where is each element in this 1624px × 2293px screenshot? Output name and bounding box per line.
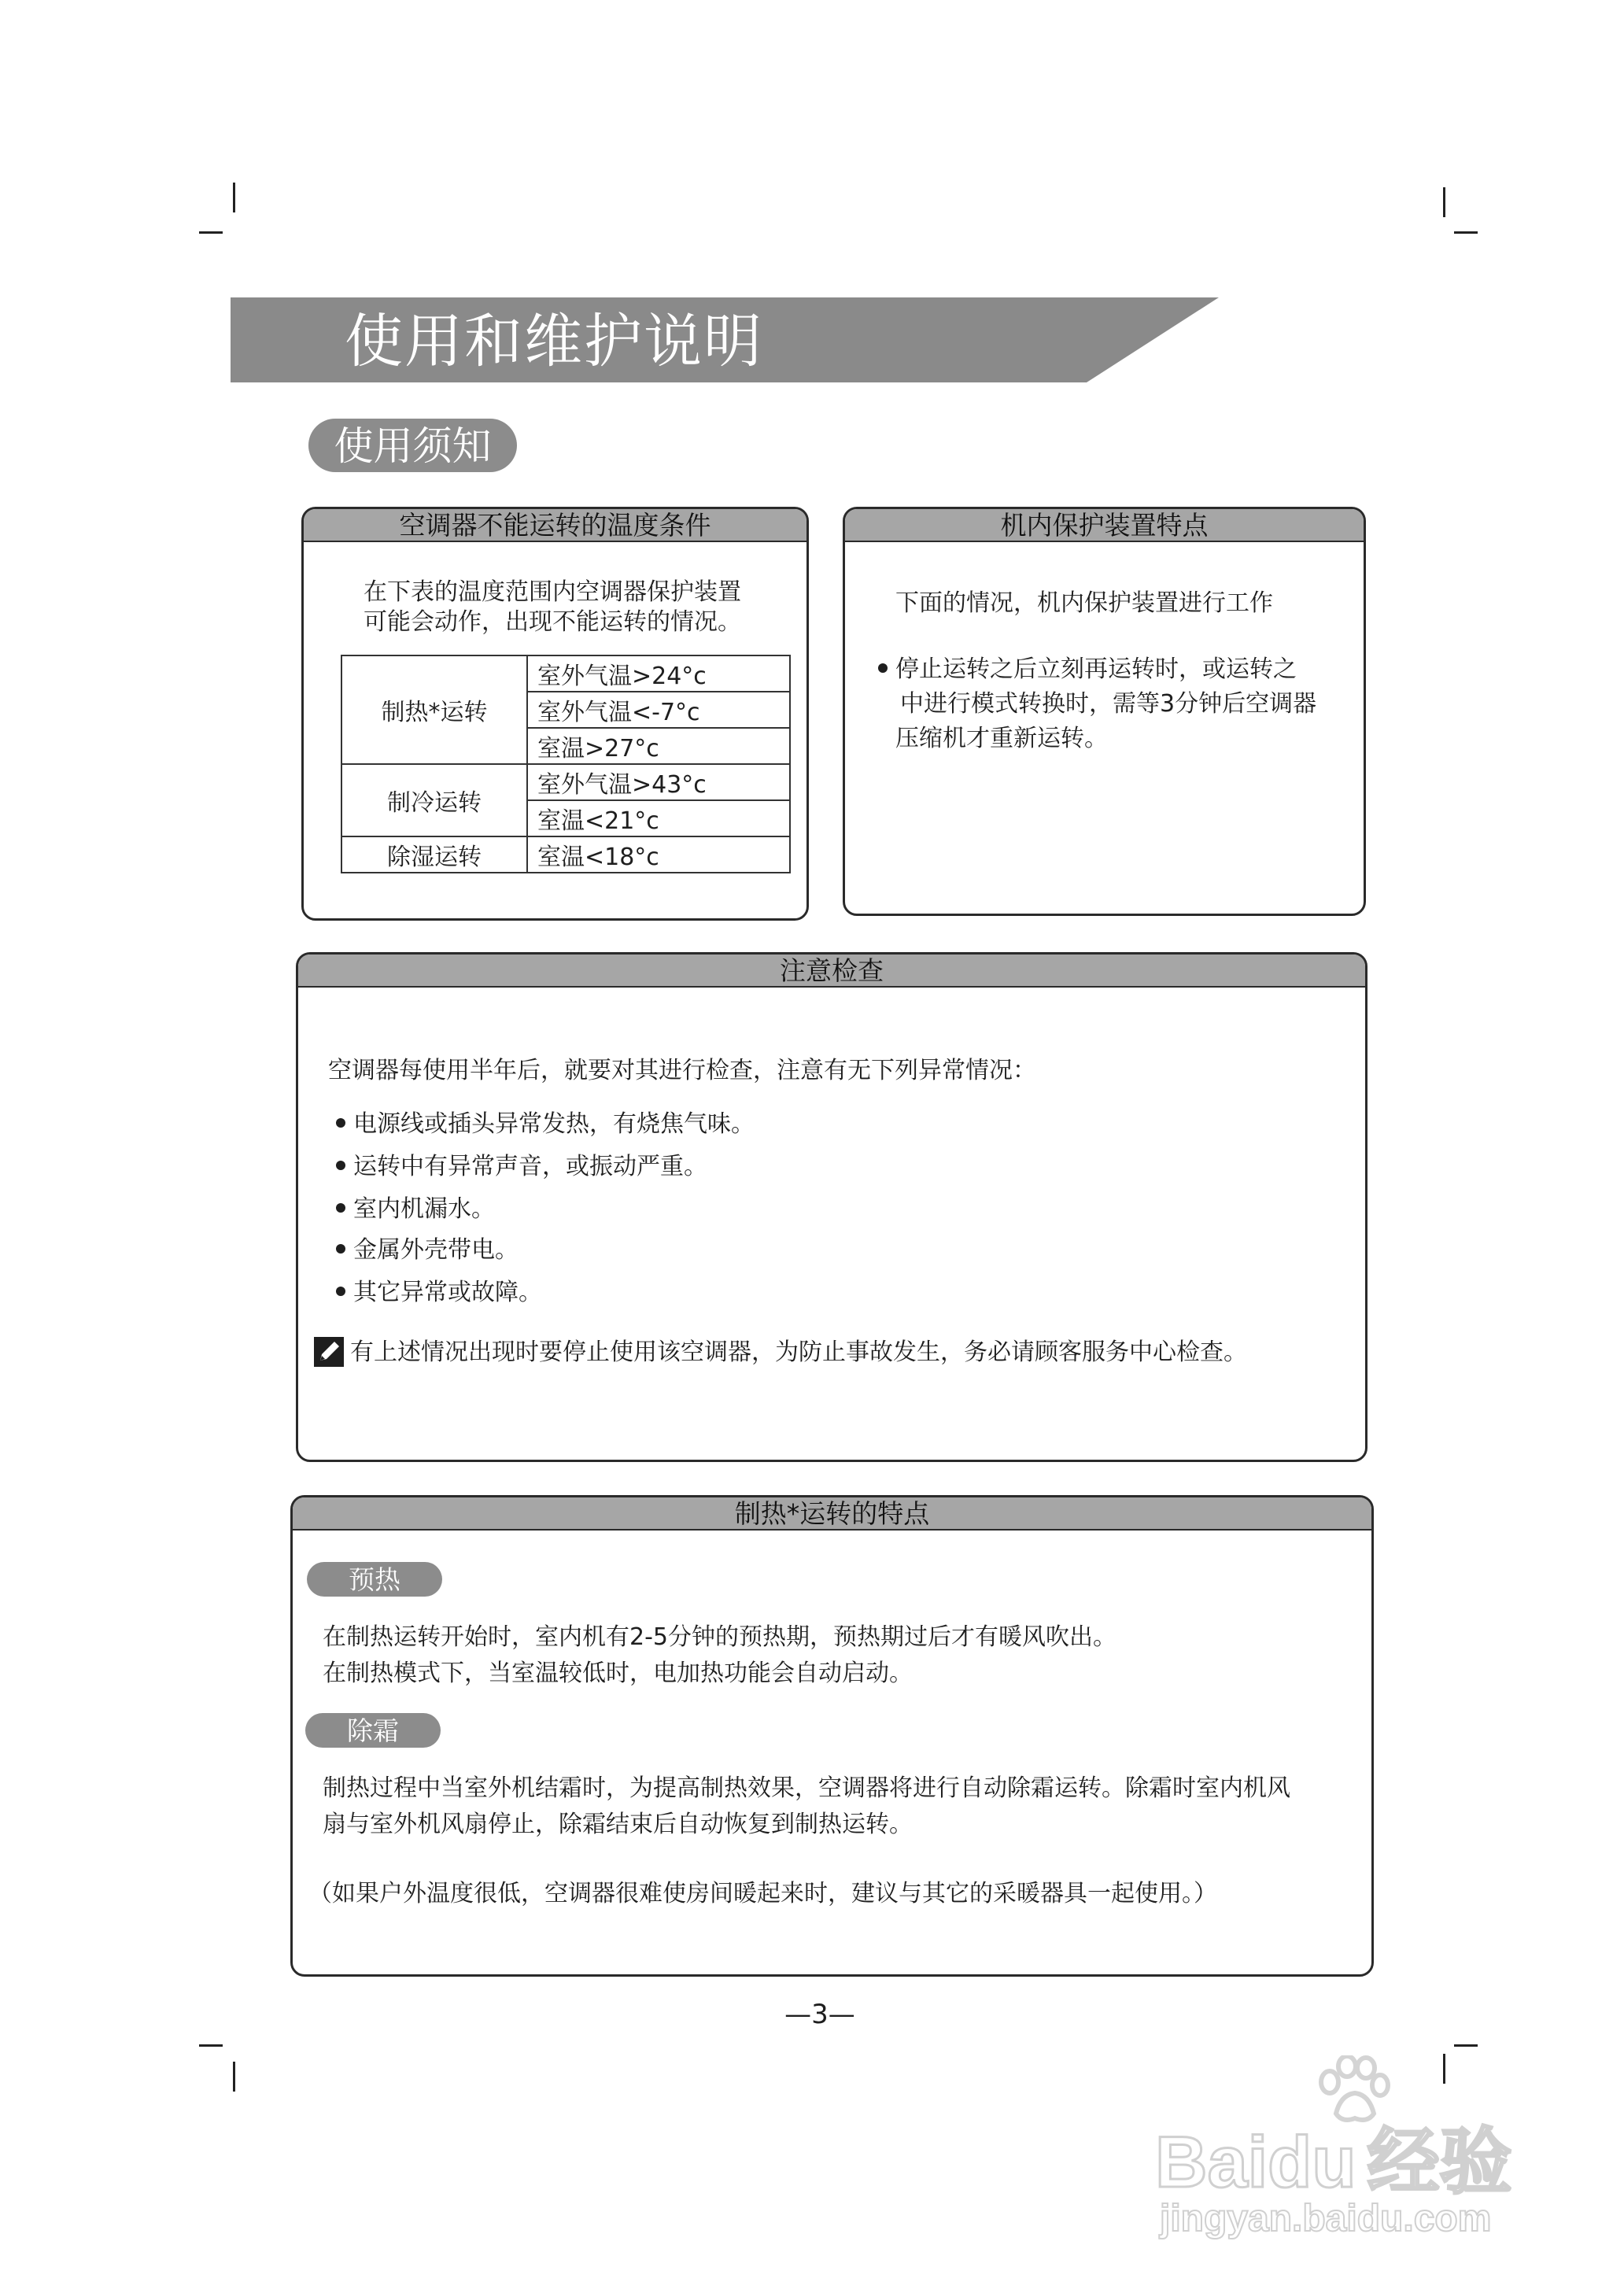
list-item-text: 运转中有异常声音，或振动严重。 [353,1153,707,1180]
crop-mark [1443,187,1445,217]
list-item-text: 其它异常或故障。 [353,1279,542,1306]
condition-cell: 室温<18°c [527,836,790,873]
preheat-label: 预热 [307,1562,442,1597]
page-number: —3— [784,1999,855,2030]
page-title: 使用和维护说明 [345,308,763,375]
note-text: 有上述情况出现时要停止使用该空调器，为防止事故发生，务必请顾客服务中心检查。 [350,1339,1247,1366]
heating-features-box [290,1495,1374,1977]
bullet-dot [336,1161,345,1170]
bullet-dot [336,1287,345,1296]
box-header: 注意检查 [298,954,1365,988]
intro-line: 可能会动作，出现不能运转的情况。 [364,608,741,636]
crop-mark [199,231,223,234]
table-row [341,655,790,692]
watermark-url: jingyan.baidu.com [1160,2198,1492,2239]
crop-mark [199,2044,223,2047]
list-item-text: 金属外壳带电。 [353,1236,519,1264]
crop-mark [1454,2044,1478,2047]
list-item-text: 室内机漏水。 [353,1195,495,1223]
remark-text: （如果户外温度很低，空调器很难使房间暖起来时，建议与其它的采暖器具一起使用。） [308,1880,1217,1907]
note-pencil-icon [314,1337,344,1367]
temperature-table [341,655,791,873]
baidu-watermark [1155,2054,1548,2251]
bullet-dot [336,1203,345,1213]
protection-features-box [843,507,1366,916]
temperature-conditions-box [301,507,809,921]
list-item [336,1236,519,1265]
crop-mark [233,2062,235,2092]
section-label: 使用须知 [308,419,517,472]
condition-cell: 室外气温>43°c [527,764,790,800]
mode-cell: 制热*运转 [341,655,527,764]
defrost-line: 扇与室外机风扇停止，除霜结束后自动恢复到制热运转。 [323,1811,913,1838]
watermark-brand-name: Baidu [1155,2122,1356,2203]
bullet-continuation: 压缩机才重新运转。 [895,725,1108,752]
box-header: 制热*运转的特点 [293,1497,1371,1531]
mode-cell: 除湿运转 [341,836,527,873]
crop-mark [233,183,235,212]
bullet-dot [336,1118,345,1128]
bullet-dot [336,1244,345,1254]
mode-cell: 制冷运转 [341,764,527,836]
bullet-item [878,655,1297,684]
defrost-line: 制热过程中当室外机结霜时，为提高制热效果，空调器将进行自动除霜运转。除霜时室内机风 [323,1774,1290,1802]
list-item [336,1279,542,1307]
box-header: 空调器不能运转的温度条件 [304,509,806,542]
list-item-text: 电源线或插头异常发热，有烧焦气味。 [353,1110,755,1138]
list-item [336,1110,755,1139]
defrost-label: 除霜 [305,1713,441,1748]
intro-line: 空调器每使用半年后，就要对其进行检查，注意有无下列异常情况： [328,1057,1036,1084]
box-header: 机内保护装置特点 [845,509,1364,542]
watermark-brand [1155,2104,1512,2208]
condition-cell: 室温>27°c [527,728,790,764]
watermark-product: 经验 [1367,2122,1512,2203]
preheat-line: 在制热运转开始时，室内机有2-5分钟的预热期，预热期过后才有暖风吹出。 [323,1623,1116,1651]
bullet-dot [878,663,888,673]
table-row [341,836,790,873]
bullet-text: 停止运转之后立刻再运转时，或运转之 [895,655,1297,683]
bullet-continuation: 中进行模式转换时，需等3分钟后空调器 [900,690,1317,718]
intro-line: 在下表的温度范围内空调器保护装置 [364,578,741,606]
condition-cell: 室外气温>24°c [527,655,790,692]
list-item [336,1195,495,1224]
condition-cell: 室温<21°c [527,800,790,836]
table-row [341,764,790,800]
preheat-line: 在制热模式下，当室温较低时，电加热功能会自动启动。 [323,1660,913,1687]
intro-line: 下面的情况，机内保护装置进行工作 [895,589,1273,617]
crop-mark [1454,231,1478,234]
condition-cell: 室外气温<-7°c [527,692,790,728]
title-banner [231,297,1219,382]
inspection-box [296,952,1367,1462]
list-item [336,1153,707,1181]
